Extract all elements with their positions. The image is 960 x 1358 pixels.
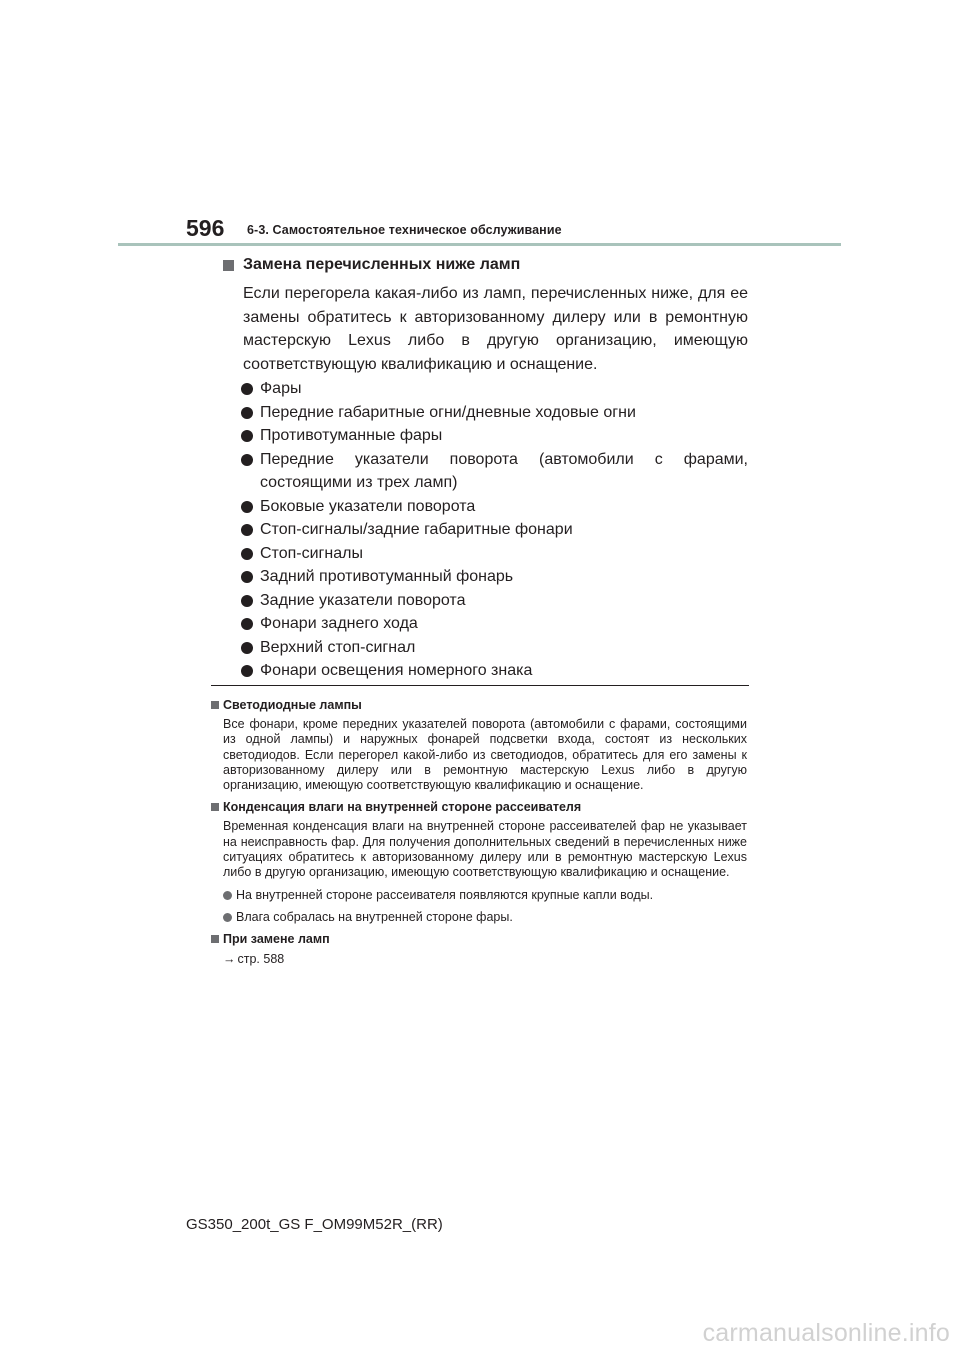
- list-item: [223, 659, 748, 683]
- square-bullet-icon: [211, 803, 219, 811]
- list-item: [223, 377, 748, 401]
- round-bullet-icon: [241, 430, 253, 442]
- list-item: [223, 424, 748, 448]
- note-heading-text: При замене ламп: [223, 931, 330, 946]
- round-bullet-icon: [223, 891, 232, 900]
- list-item-text: Верхний стоп-сигнал: [260, 638, 416, 656]
- list-item: [223, 636, 748, 660]
- note-heading-text: Конденсация влаги на внутренней стороне рассеивателя: [223, 800, 582, 815]
- main-heading: [223, 252, 748, 278]
- round-bullet-icon: [241, 571, 253, 583]
- note-bullet-item: [223, 909, 747, 925]
- main-section: [223, 252, 748, 683]
- list-item: [223, 448, 748, 495]
- document-code: GS350_200t_GS F_OM99M52R_(RR): [186, 1216, 443, 1233]
- list-item: [223, 401, 748, 425]
- page-number: 596: [186, 215, 225, 241]
- round-bullet-icon: [241, 407, 253, 419]
- list-item-text: Противотуманные фары: [260, 427, 443, 444]
- round-bullet-icon: [241, 618, 253, 630]
- section-title: 6-3. Самостоятельное техническое обслуживание: [247, 223, 562, 237]
- round-bullet-icon: [241, 665, 253, 677]
- arrow-right-icon: →: [223, 951, 236, 966]
- note-text-led: Все фонари, кроме передних указателей поворота (автомобили с фарами, состоящими из одной лампы) и наружных фонарей подсветки входа, состоят из нескольких светодиодов. Если перегорел какой-либо из светодиодов, обратитесь для его замены к авторизованному дилеру или в ремонтную мастерскую Lexus либо в другую организацию, имеющую соответствующую квалификацию и оснащение.: [223, 717, 747, 793]
- round-bullet-icon: [241, 501, 253, 513]
- square-bullet-icon: [223, 260, 234, 271]
- list-item-text: Стоп-сигналы: [260, 544, 363, 562]
- main-heading-text: Замена перечисленных ниже ламп: [243, 256, 521, 273]
- list-item: [223, 542, 748, 566]
- note-bullet-text: На внутренней стороне рассеивателя появляются крупные капли воды.: [236, 887, 654, 902]
- round-bullet-icon: [223, 913, 232, 922]
- round-bullet-icon: [241, 524, 253, 536]
- list-item-text: Стоп-сигналы/задние габаритные фонари: [260, 521, 573, 538]
- list-item: [223, 589, 748, 613]
- square-bullet-icon: [211, 701, 219, 709]
- note-heading-text: Светодиодные лампы: [223, 698, 362, 712]
- note-text-condensation: Временная конденсация влаги на внутренней стороне рассеивателей фар не указывает на неисправность фар. Для получения дополнительных сведений в перечисленных ниже ситуациях обратитесь к авторизованному дилеру или в ремонтную мастерскую Lexus либо в другую организацию, имеющую соответствующую квалификацию и оснащение.: [223, 819, 747, 880]
- list-item-text: Боковые указатели поворота: [260, 497, 476, 515]
- list-item-text: Передние указатели поворота (автомобили с фарами, состоящими из трех ламп): [260, 450, 748, 491]
- round-bullet-icon: [241, 642, 253, 654]
- round-bullet-icon: [241, 454, 253, 466]
- note-bullet-item: [223, 887, 747, 903]
- list-item-text: Задний противотуманный фонарь: [260, 568, 514, 585]
- list-item-text: Задние указатели поворота: [260, 591, 466, 609]
- note-bullet-text: Влага собралась на внутренней стороне фары.: [236, 909, 513, 924]
- main-paragraph: Если перегорела какая-либо из ламп, перечисленных ниже, для ее замены обратитесь к авторизованному дилеру или в ремонтную мастерскую Lexus либо в другую организацию, имеющую соответствующую квалификацию и оснащение.: [243, 285, 748, 373]
- page-reference-text: стр. 588: [237, 951, 285, 966]
- list-item: [223, 518, 748, 542]
- list-item-text: Фонари заднего хода: [260, 615, 418, 632]
- round-bullet-icon: [241, 548, 253, 560]
- header-divider: [118, 243, 841, 246]
- round-bullet-icon: [241, 595, 253, 607]
- page-reference-link[interactable]: [223, 951, 747, 967]
- list-item-text: Передние габаритные огни/дневные ходовые огни: [260, 403, 636, 421]
- list-item-text: Фонари освещения номерного знака: [260, 662, 533, 679]
- round-bullet-icon: [241, 383, 253, 395]
- list-item-text: Фары: [260, 380, 302, 397]
- notes-divider: [211, 685, 749, 686]
- list-item: [223, 495, 748, 519]
- watermark: carmanualsonline.info: [702, 1319, 950, 1347]
- note-heading-replacing: [211, 931, 747, 947]
- list-item: [223, 612, 748, 636]
- notes-section: [211, 697, 747, 967]
- lamp-list: [223, 377, 748, 683]
- note-heading-condensation: [211, 799, 747, 815]
- note-heading-led: [211, 697, 747, 713]
- list-item: [223, 565, 748, 589]
- square-bullet-icon: [211, 935, 219, 943]
